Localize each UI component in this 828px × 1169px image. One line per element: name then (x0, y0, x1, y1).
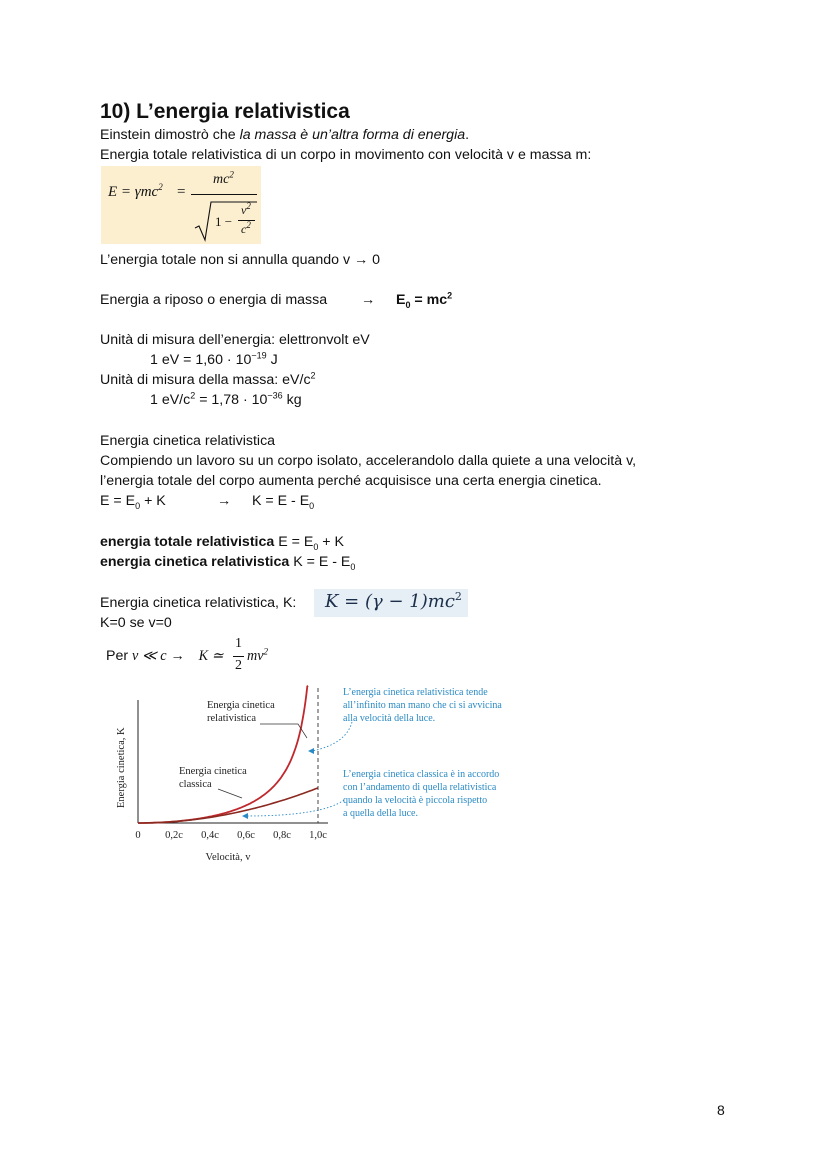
annotation-2-line-3: quando la velocità è piccola rispetto (343, 795, 488, 806)
formula-lhs-text: E = γmc (108, 184, 159, 200)
formula-den-c-exp: 2 (246, 220, 251, 230)
bold-kinetic-line (100, 554, 355, 570)
bold-kinetic-eq-sub: 0 (350, 561, 356, 572)
eq1-b: + K (140, 493, 166, 509)
approx-cond: v ≪ c (132, 648, 167, 664)
rest-energy-formula (396, 292, 452, 308)
section-title: 10) L’energia relativistica (100, 100, 350, 123)
classical-label-line-2: classica (179, 779, 212, 790)
approx-exp: 2 (263, 646, 269, 657)
formula-den-one: 1 − (215, 214, 233, 229)
approx-arrow: → (166, 648, 189, 664)
x-axis-label: Velocità, v (205, 852, 251, 863)
formula-eq: = (177, 184, 186, 200)
annotation-2-line-2: con l’andamento di quella relativistica (343, 782, 497, 793)
eq1-c: K = E - E (252, 493, 310, 509)
unit-mass-text: Unità di misura della massa: eV/c (100, 372, 311, 388)
approx-den: 2 (235, 658, 242, 673)
page-number: 8 (717, 1102, 725, 1118)
approx-tail (247, 648, 268, 665)
approx-tail-text: mv (247, 648, 264, 664)
formula-lhs (108, 184, 163, 201)
kinetic-title: Energia cinetica relativistica (100, 433, 276, 449)
kinetic-line-2: l’energia totale del corpo aumenta perché acquisisce una certa energia cinetica. (100, 473, 602, 489)
relativistic-label-line-1: Energia cinetica (207, 700, 275, 711)
x-tick-label-1: 0,2c (165, 830, 183, 841)
evc2-exp2: −36 (267, 390, 283, 401)
x-tick-label-4: 0,8c (273, 830, 291, 841)
rest-energy-arrow: → (361, 292, 376, 308)
relativistic-label-line-2: relativistica (207, 713, 256, 724)
kinetic-k-formula-box (314, 589, 468, 617)
intro-italic: la massa è un’altra forma di energia (239, 127, 466, 143)
approx-per: Per (106, 648, 133, 664)
annotation-1-arrowhead (308, 748, 314, 754)
k-zero-line: K=0 se v=0 (100, 615, 172, 631)
bold-total-eq-b: + K (318, 534, 344, 550)
formula-lhs-exp: 2 (158, 182, 163, 192)
ev-value-line (150, 352, 278, 368)
rest-formula-rest: = mc (410, 292, 448, 308)
kinetic-line-1: Compiendo un lavoro su un corpo isolato, accelerandolo dalla quiete a una velocità v, (100, 453, 637, 469)
annotation-2-line-1: L’energia cinetica classica è in accordo (343, 769, 500, 780)
not-zero-line: L’energia totale non si annulla quando v → 0 (100, 252, 381, 268)
intro-suffix: . (465, 127, 470, 143)
approx-num: 1 (235, 636, 242, 651)
kinetic-k-formula (325, 591, 462, 612)
bold-kinetic-eq-a: K = E - E (289, 554, 351, 570)
ev-value: 1 eV = 1,60 · 10 (150, 352, 252, 368)
formula-den-v (241, 203, 251, 218)
annotation-2-connector (246, 800, 344, 816)
evc2-value-line (150, 392, 302, 408)
kinetic-eq-arrow: → (217, 493, 232, 509)
unit-mass-line (100, 372, 316, 388)
approx-line (106, 648, 224, 665)
approx-k: K ≃ (198, 648, 224, 664)
rest-energy-label: Energia a riposo o energia di massa (100, 292, 328, 308)
annotation-1-line-1: L’energia cinetica relativistica tende (343, 687, 488, 698)
ev-exp: −19 (251, 350, 267, 361)
formula-fraction-bar (191, 194, 257, 195)
x-tick-label-5: 1,0c (309, 830, 327, 841)
bold-total-line (100, 534, 344, 550)
kinetic-energy-chart (100, 680, 550, 875)
unit-mass-exp: 2 (310, 370, 316, 381)
bold-kinetic-label: energia cinetica relativistica (100, 554, 290, 570)
bold-total-eq-a: E = E (274, 534, 314, 550)
bold-total-label: energia totale relativistica (100, 534, 275, 550)
formula-den-v-text: v (241, 203, 247, 217)
intro-prefix: Einstein dimostrò che (100, 127, 240, 143)
eq1-sub: 0 (135, 500, 141, 511)
annotation-2-arrowhead (242, 813, 248, 819)
kinetic-eq-2 (252, 493, 314, 509)
evc2-a: 1 eV/c (150, 392, 191, 408)
kinetic-k-label: Energia cinetica relativistica, K: (100, 595, 297, 611)
bold-total-eq-sub: 0 (313, 541, 319, 552)
eq1-c-sub: 0 (309, 500, 315, 511)
eq1-a: E = E (100, 493, 136, 509)
formula-num (213, 169, 234, 188)
classical-curve (138, 788, 318, 823)
evc2-unit: kg (282, 392, 302, 408)
kinetic-k-formula-exp: 2 (454, 590, 462, 603)
formula-num-text: mc (213, 172, 230, 187)
formula-den-c-text: c (241, 222, 247, 236)
rest-formula-sub: 0 (405, 299, 411, 310)
total-energy-desc: Energia totale relativistica di un corpo in movimento con velocità v e massa m: (100, 147, 592, 163)
formula-den-c (241, 222, 251, 237)
formula-num-exp: 2 (229, 169, 234, 180)
rest-formula-exp: 2 (447, 290, 453, 301)
rest-formula-e: E (396, 292, 406, 308)
classical-label-leader (218, 789, 242, 798)
formula-den-v-exp: 2 (246, 201, 251, 211)
annotation-1-line-2: all’infinito man mano che ci si avvicina (343, 700, 502, 711)
kinetic-eq-1 (100, 493, 166, 509)
annotation-2-line-4: a quella della luce. (343, 808, 418, 819)
x-tick-label-3: 0,6c (237, 830, 255, 841)
classical-label-line-1: Energia cinetica (179, 766, 247, 777)
annotation-1-line-3: alla velocità della luce. (343, 713, 436, 724)
kinetic-k-formula-text: K = (γ − 1)mc (325, 591, 455, 612)
total-energy-formula (101, 166, 261, 244)
ev-unit: J (266, 352, 278, 368)
x-tick-label-0: 0 (135, 830, 141, 841)
evc2-b: = 1,78 · 10 (195, 392, 268, 408)
y-axis-label: Energia cinetica, K (116, 727, 127, 808)
x-tick-label-2: 0,4c (201, 830, 219, 841)
intro-line (100, 127, 469, 143)
approx-bar (233, 656, 244, 657)
unit-energy-line: Unità di misura dell’energia: elettronvolt eV (100, 332, 370, 348)
evc2-exp: 2 (190, 390, 196, 401)
